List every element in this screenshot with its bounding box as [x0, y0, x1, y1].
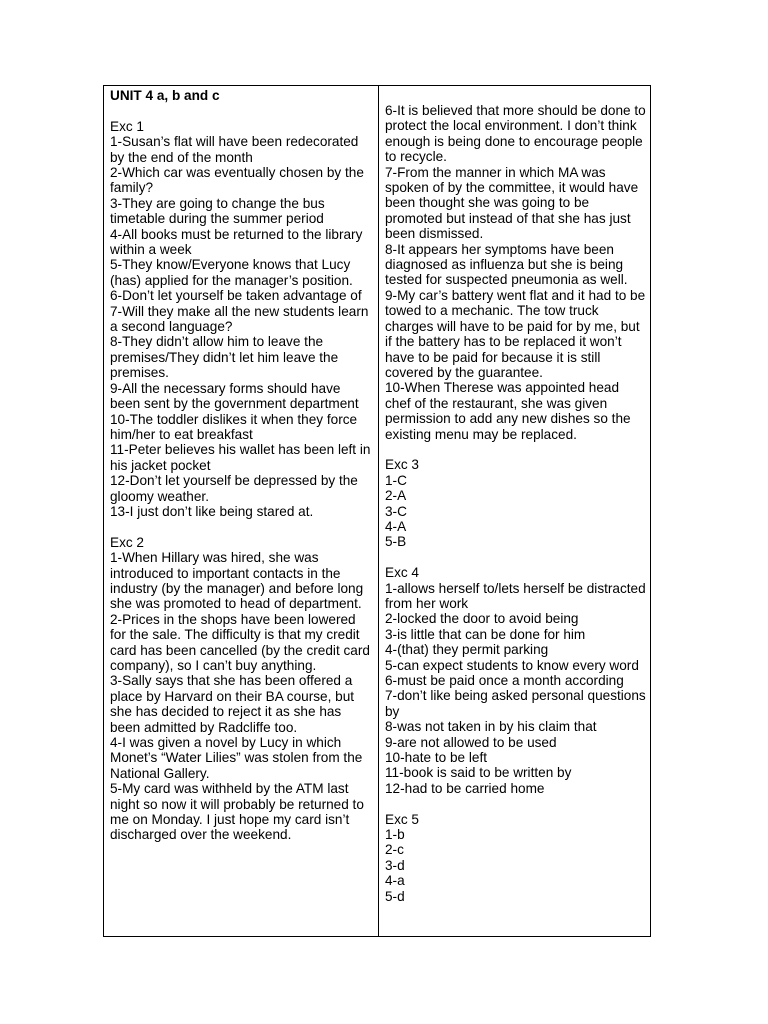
answer-item: 3-Sally says that she has been offered a place by Harvard on their BA course, but she has decided to reject it as she has been admitted by Radcliffe too. [110, 673, 355, 735]
exercise-section [385, 103, 646, 442]
answer-item: 5-My card was withheld by the ATM last night so now it will probably be returned to me on Monday. I just hope my card isn’t discharged over the weekend. [110, 781, 364, 843]
answer-item: 4-a [385, 873, 405, 889]
answer-item: 9-are not allowed to be used [385, 734, 557, 750]
answer-item: 4-All books must be returned to the library within a week [110, 226, 363, 258]
answer-item: 6-Don’t let yourself be taken advantage of [110, 288, 362, 304]
answer-item: 7-Will they make all the new students learn a second language? [110, 303, 369, 335]
answer-item: 1-allows herself to/lets herself be distracted from her work [385, 580, 646, 611]
answer-item: 4-A [385, 518, 407, 534]
answer-item: 6-It is believed that more should be done to protect the local environment. I don’t think enough is being done to encourage people to recycle. [385, 103, 646, 165]
answer-item: 12-had to be carried home [385, 780, 545, 796]
answer-item: 1-b [385, 827, 405, 843]
answer-item: 12-Don’t let yourself be depressed by the gloomy weather. [110, 473, 358, 504]
page-title: UNIT 4 a, b and c [110, 88, 220, 103]
answer-item: 3-d [385, 857, 405, 873]
exercise-title: Exc 5 [385, 811, 419, 827]
right-column [379, 86, 650, 936]
answer-item: 3-is little that can be done for him [385, 626, 586, 642]
answer-item: 2-A [385, 488, 407, 504]
answer-item: 5-can expect students to know every word [385, 657, 639, 673]
right-sections [385, 103, 646, 904]
exercise-section [385, 457, 646, 549]
answer-item: 11-book is said to be written by [385, 765, 572, 781]
answer-item: 2-Prices in the shops have been lowered for the sale. The difficulty is that my credit card has been cancelled (by the credit card company), so I can’t buy anything. [110, 611, 370, 673]
answer-item: 4-(that) they permit parking [385, 642, 549, 658]
answer-item: 10-The toddler dislikes it when they force him/her to eat breakfast [110, 411, 358, 442]
answer-item: 2-Which car was eventually chosen by the family? [110, 165, 364, 196]
answer-item: 9-My car’s battery went flat and it had to be towed to a mechanic. The tow truck charges will have to be paid for by me, but if the battery has to be replaced it won’t have to be paid for because it is still covered by the guarantee. [385, 287, 646, 380]
answer-item: 2-locked the door to avoid being [385, 611, 579, 627]
answer-item: 5-B [385, 534, 407, 550]
answer-item: 11-Peter believes his wallet has been left in his jacket pocket [110, 442, 371, 473]
answer-item: 5-They know/Everyone knows that Lucy (has) applied for the manager’s position. [110, 257, 353, 288]
answer-item: 10-When Therese was appointed head chef of the restaurant, she was given permission to add any new dishes so the existing menu may be replaced. [385, 380, 631, 442]
answer-table [103, 85, 651, 937]
left-sections [110, 119, 374, 843]
answer-item: 8-It appears her symptoms have been diagnosed as influenza but she is being tested for suspected pneumonia as well. [385, 241, 628, 288]
answer-item: 1-Susan’s flat will have been redecorated by the end of the month [110, 134, 359, 165]
exercise-title: Exc 2 [110, 534, 144, 550]
answer-item: 4-I was given a novel by Lucy in which Monet’s “Water Lilies” was stolen from the National Gallery. [110, 735, 363, 781]
exercise-section [110, 535, 374, 843]
answer-item: 10-hate to be left [385, 750, 488, 766]
answer-item: 1-When Hillary was hired, she was introduced to important contacts in the industry (by the manager) and before long she was promoted to head of department. [110, 550, 364, 612]
answer-item: 8-They didn’t allow him to leave the premises/They didn’t let him leave the premises. [110, 334, 339, 381]
answer-item: 8-was not taken in by his claim that [385, 719, 597, 735]
exercise-title: Exc 3 [385, 457, 419, 473]
answer-item: 1-C [385, 472, 407, 488]
exercise-section [385, 812, 646, 904]
exercise-title: Exc 1 [110, 118, 144, 134]
answer-item: 5-d [385, 888, 405, 904]
answer-item: 7-From the manner in which MA was spoken of by the committee, it would have been thought she was going to be promoted but instead of that she has just been dismissed. [385, 164, 639, 242]
exercise-section [110, 119, 374, 520]
answer-item: 3-They are going to change the bus timetable during the summer period [110, 195, 325, 227]
answer-item: 7-don’t like being asked personal questions by [385, 688, 646, 719]
answer-item: 3-C [385, 503, 407, 519]
exercise-title: Exc 4 [385, 565, 419, 581]
answer-item: 2-c [385, 842, 404, 858]
answer-item: 6-must be paid once a month according [385, 673, 624, 688]
exercise-section [385, 565, 646, 796]
answer-item: 13-I just don’t like being stared at. [110, 503, 314, 519]
left-column [104, 86, 379, 936]
answer-item: 9-All the necessary forms should have been sent by the government department [110, 380, 359, 412]
